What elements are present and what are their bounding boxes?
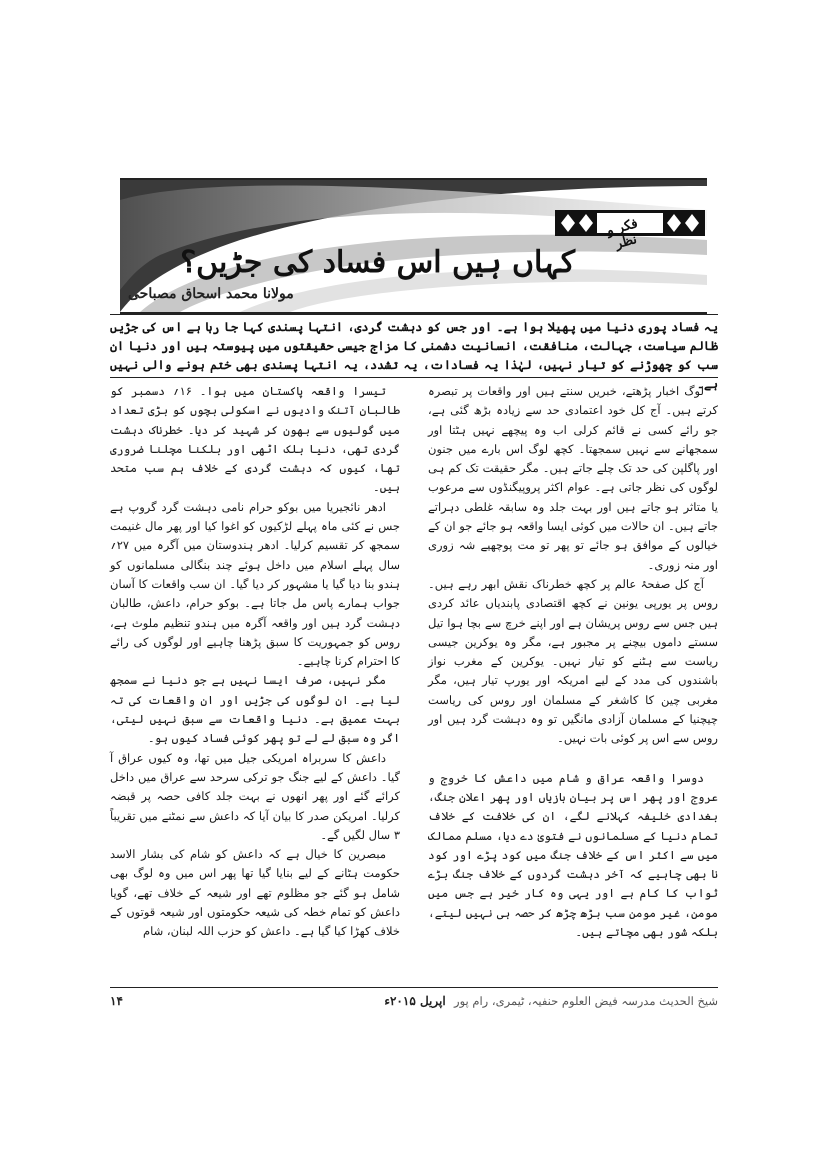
paragraph: داعش کا سربراہ امریکی جیل میں تھا، وہ کیوں عراق آ گیا۔ داعش کے لیے جنگ جو ترکی سرحد سے عراق میں داخل کرائے گئے اور پھر انھوں نے بہت جلد کافی حصہ پر قبضہ کرلیا۔ امریکن صدر کا بیان آیا کہ داعش سے نمٹنے میں تقریباً ۳ سال لگیں گے۔ [110, 750, 400, 842]
paragraph: مبصرین کا خیال ہے کہ داعش کو شام کی بشار الاسد حکومت ہٹانے کے لیے بنایا گیا تھا پھر اس میں وہ لوگ بھی شامل ہو گئے جو مظلوم تھے اور شیعہ کے خلاف تھے، گویا داعش کو تمام خطہ کی شیعہ حکومتوں اور شیعہ قوتوں کے خلاف کھڑا کیا گیا ہے۔ داعش کو حزب اللہ لبنان، شام [110, 847, 400, 939]
divider-footer [110, 987, 718, 988]
category-tag: فکر و نظر [605, 216, 640, 253]
column-left [110, 382, 400, 982]
page-number: ۱۴ [110, 994, 123, 1008]
paragraph: ادھر نائجیریا میں بوکو حرام نامی دہشت گرد گروپ ہے جس نے کئی ماہ پہلے لڑکیوں کو اغوا کیا اور پھر مال غنیمت سمجھ کر تقسیم کرلیا۔ ادھر ہندوستان میں آگرہ میں ۲۷؍ سال پہلے اسلام میں داخل ہوئے چند بنگالی مسلمانوں کو ہندو بنا دیا گیا یا مشہور کر دیا گیا۔ ان سب واقعات کا آسان جواب ہمارے پاس مل جاتا ہے۔ بوکو حرام، داعش، طالبان دہشت گرد ہیں اور واقعہ آگرہ میں ہندو تنظیم ملوث ہے، روس کو جمہوریت کا سبق پڑھنا چاہیے اور لوگوں کی رائے کا احترام کرنا چاہیے۔ [110, 499, 400, 669]
paragraph: لوگ اخبار پڑھتے، خبریں سنتے ہیں اور واقعات پر تبصرہ کرتے ہیں۔ آج کل خود اعتمادی حد سے زیادہ بڑھ گئی ہے، جو رائے کسی نے قائم کرلی اب وہ پیچھے نہیں ہٹتا اور سمجھانے سے نہیں سمجھتا۔ کچھ لوگ اس بارے میں جنون اور پاگلپن کی حد تک چلے جاتے ہیں۔ مگر حقیقت تک کم ہی لوگوں کی نظر جاتی ہے۔ عوام اکثر پروپیگنڈوں سے مرعوب یا متاثر ہو جاتے ہیں اور بہت جلد وہ سابقہ غلطی دہراتے جاتے ہیں۔ ان حالات میں کوئی ایسا واقعہ ہو جائے جو ان کے خیالوں کے موافق ہو جائے تو پھر تو مت پوچھیے شہ زوری اور منہ زوری۔ [428, 384, 718, 572]
divider-top [110, 314, 718, 315]
issue-date: اپریل ۲۰۱۵ء [384, 994, 446, 1008]
article-title: کہاں ہیں اس فساد کی جڑیں؟ [180, 245, 575, 280]
column-right [428, 382, 718, 982]
paragraph: دوسرا واقعہ عراق و شام میں داعش کا خروج و عروج اور پھر اس پر بیان بازیاں اور پھر اعلانِ جنگ، بغدادی خلیفہ کہلانے لگے، ان کی خلافت کے خلاف تمام دنیا کے مسلمانوں نے فتویٰ دے دیا، مسلم ممالک میں سے اکثر اس کے خلاف جنگ میں کود پڑے اور کود نا بھی چاہیے کہ آخر دہشت گردوں کے خلاف جنگ بڑے ثواب کا کام ہے اور یہی وہ کار خیر ہے جس میں مومن، غیر مومن سب بڑھ چڑھ کر حصہ ہی نہیں لیتے، بلکہ شور بھی مچاتے ہیں۔ [428, 770, 718, 940]
publication-footer: شیخ الحدیث مدرسہ فیض العلوم حنفیہ، ٹیمری، رام پور [454, 994, 718, 1008]
paragraph: تیسرا واقعہ پاکستان میں ہوا۔ ۱۶؍ دسمبر کو طالبان آتنک وادیوں نے اسکولی بچوں کو بڑی تعداد میں گولیوں سے بھون کر شہید کر دیا۔ خطرناک دہشت گردی تھی، دنیا بلک اٹھی اور بلکنا مچلنا ضروری تھا، کیوں کہ دہشت گردی کے خلاف ہم سب متحد ہیں۔ [110, 384, 400, 495]
paragraph: مگر نہیں، صرف ایسا نہیں ہے جو دنیا نے سمجھ لیا ہے۔ ان لوگوں کی جڑیں اور ان واقعات کی تہ بہت عمیق ہے۔ دنیا واقعات سے سبق نہیں لیتی، اگر وہ سبق لے لے تو پھر کوئی فساد کیوں ہو۔ [110, 673, 400, 746]
divider-intro [110, 377, 718, 378]
author-name: مولانا محمد اسحاق مصباحی [128, 286, 294, 302]
paragraph: آج کل صفحۂ عالم پر کچھ خطرناک نقش ابھر رہے ہیں۔ روس پر یورپی یونین نے کچھ اقتصادی پابندیاں عائد کردی ہیں جس سے روس پریشان ہے اور اپنے خرچ سے بچا ہوا تیل سستے داموں بیچنے پر مجبور ہے، مگر وہ یوکرین جیسی ریاست سے ہٹنے کو تیار نہیں۔ یوکرین کے مغرب نواز باشندوں کی مدد کے لیے امریکہ اور یورپ تیار ہیں، مگر مغربی چین کا کاشغر کے مسلمان اور روس کی ریاست چیچنیا کے مسلمان آزادی مانگیں تو وہ دہشت گرد ہیں اور روس سے اس پر کوئی بات نہیں۔ [428, 576, 718, 746]
intro-summary: یہ فساد پوری دنیا میں پھیلا ہوا ہے۔ اور جس کو دہشت گردی، انتہا پسندی کہا جا رہا ہے اس کی جڑیں ظالم سیاست، جہالت، منافقت، انسانیت دشمنی کا مزاج جیسی حقیقتوں میں پیوستہ ہیں اور دنیا ان سب کو چھوڑنے کو تیار نہیں، لہٰذا یہ فسادات، یہ تشدد، یہ انتہا پسندی بھی ختم ہونے والی نہیں ہے۔ [110, 320, 718, 391]
